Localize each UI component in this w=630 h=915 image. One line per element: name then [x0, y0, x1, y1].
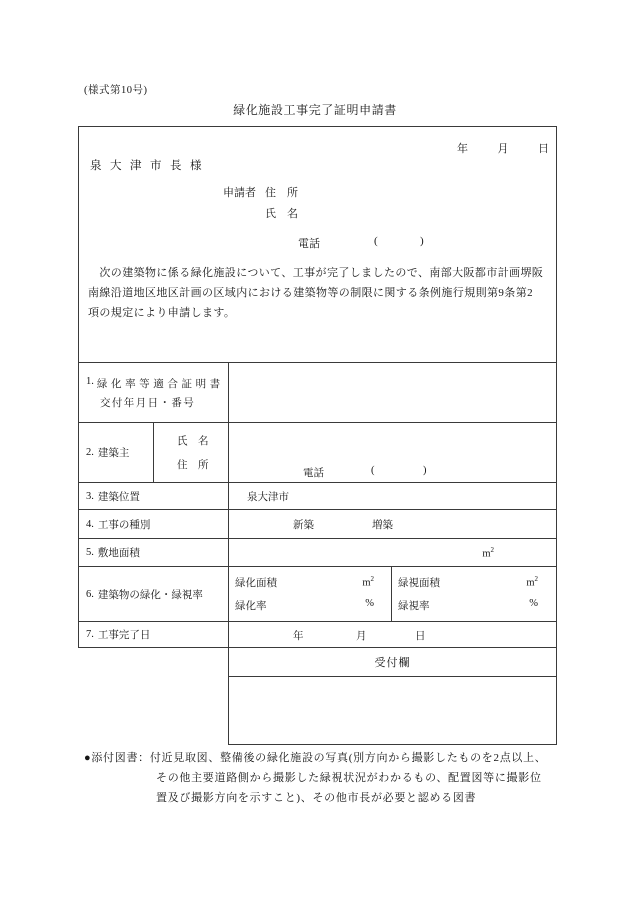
row4-number: 4.: [86, 518, 94, 530]
header-phone-paren-open: (: [374, 235, 378, 247]
row3-number: 3.: [86, 490, 94, 502]
completion-month-label: 月: [356, 631, 367, 642]
row6-label: 建築物の緑化・緑視率: [97, 589, 203, 601]
applicant-address-label: 住 所: [265, 187, 298, 199]
row7-label-cell: [79, 622, 229, 647]
statement-line-3: 項の規定により申請します。: [88, 307, 236, 319]
attachments-line-3: 置及び撮影方向を示すこと)、その他市長が必要と認める図書: [156, 792, 477, 804]
table-row-site-area: [79, 539, 556, 567]
applicant-label: 申請者: [223, 187, 256, 199]
reception-area: [229, 677, 556, 744]
row2-value-cell: [229, 423, 556, 482]
greening-area-label: 緑化面積: [235, 578, 277, 589]
header-day-label: 日: [538, 143, 549, 155]
attachments-note: [84, 748, 570, 808]
row2-label-cell: [79, 423, 154, 482]
application-statement: [88, 263, 550, 323]
row3-value-cell: [229, 483, 556, 509]
row5-value-cell: [229, 539, 556, 566]
square-meter-unit: $m^2$: [526, 575, 538, 589]
table-row-location: [79, 483, 556, 510]
row2-label: 建築主: [97, 448, 130, 459]
row6-number: 6.: [86, 588, 94, 600]
header-date-line: [457, 140, 549, 156]
table-row-green-rates: [79, 567, 556, 622]
row1-label-cell: [79, 363, 229, 422]
row7-value-cell: [229, 622, 556, 647]
row5-number: 5.: [86, 547, 94, 558]
attachments-text-1: 付近見取図、整備後の緑化施設の写真(別方向から撮影したものを2点以上、: [149, 752, 547, 764]
green-view-cell: [392, 567, 556, 621]
attachments-line-1: [84, 748, 570, 768]
work-type-extension: 増築: [372, 519, 393, 531]
table-row-completion-date: [79, 622, 556, 647]
row2-phone-paren-open: (: [371, 465, 375, 476]
percent-sign: %: [529, 598, 538, 609]
application-form-box: [78, 126, 557, 648]
reception-box: [228, 647, 557, 745]
row2-phone-label: 電話: [303, 468, 324, 479]
square-meter-unit: $m^2$: [482, 545, 494, 560]
applicant-name-label: 氏 名: [265, 208, 298, 220]
form-number-label: (様式第10号): [84, 85, 148, 96]
row1-label: 緑化率等適合証明書: [96, 378, 224, 390]
row1-label-line2: 交付年月日・番号: [100, 397, 196, 409]
reception-title: 受付欄: [229, 647, 556, 677]
completion-year-label: 年: [293, 631, 304, 642]
location-value: 泉大津市: [247, 491, 289, 503]
attachments-lead: ●添付図書：: [84, 752, 150, 764]
addressee: 泉大津市長様: [90, 160, 210, 172]
row3-label-cell: [79, 483, 229, 509]
row5-label-cell: [79, 539, 229, 566]
attachments-line-2: その他主要道路側から撮影した緑視状況がわかるもの、配置図等に撮影位: [156, 772, 542, 784]
table-row-work-type: [79, 510, 556, 539]
header-phone-paren-close: ): [420, 235, 424, 247]
row5-label: 敷地面積: [97, 548, 140, 559]
green-view-rate-label: 緑視率: [398, 601, 430, 612]
statement-line-2: 南線沿道地区地区計画の区域内における建築物等の制限に関する条例施行規則第9条第2: [88, 287, 533, 299]
table-row-owner: [79, 423, 556, 483]
row1-value-cell: [229, 363, 556, 422]
row4-label: 工事の種別: [97, 519, 151, 531]
percent-sign: %: [365, 598, 374, 609]
row4-value-cell: [229, 510, 556, 538]
page-title: 緑化施設工事完了証明申請書: [233, 103, 397, 117]
row6-value-cell: [229, 567, 556, 621]
owner-address-label: 住 所: [177, 460, 209, 472]
row2-sublabel-cell: [154, 423, 229, 482]
header-year-label: 年: [457, 143, 468, 155]
header-phone-label: 電話: [298, 238, 320, 250]
applicant-block: [223, 184, 298, 221]
greening-rate-label: 緑化率: [235, 601, 267, 612]
row3-label: 建築位置: [97, 491, 140, 503]
form-table: [79, 362, 556, 647]
green-view-area-label: 緑視面積: [398, 578, 440, 589]
table-row-certificate: [79, 363, 556, 423]
owner-name-label: 氏 名: [177, 435, 209, 447]
completion-day-label: 日: [415, 631, 426, 642]
header-month-label: 月: [497, 143, 509, 155]
work-type-new: 新築: [293, 519, 314, 531]
row4-label-cell: [79, 510, 229, 538]
row6-label-cell: [79, 567, 229, 621]
row2-phone-paren-close: ): [423, 465, 427, 476]
row1-number: 1.: [86, 375, 94, 387]
statement-line-1: 次の建築物に係る緑化施設について、工事が完了しましたので、南部大阪都市計画堺阪: [88, 267, 544, 279]
row7-number: 7.: [86, 629, 94, 640]
row7-label: 工事完了日: [97, 630, 151, 641]
greening-cell: [229, 567, 392, 621]
row2-number: 2.: [86, 447, 94, 458]
square-meter-unit: $m^2$: [362, 575, 374, 589]
